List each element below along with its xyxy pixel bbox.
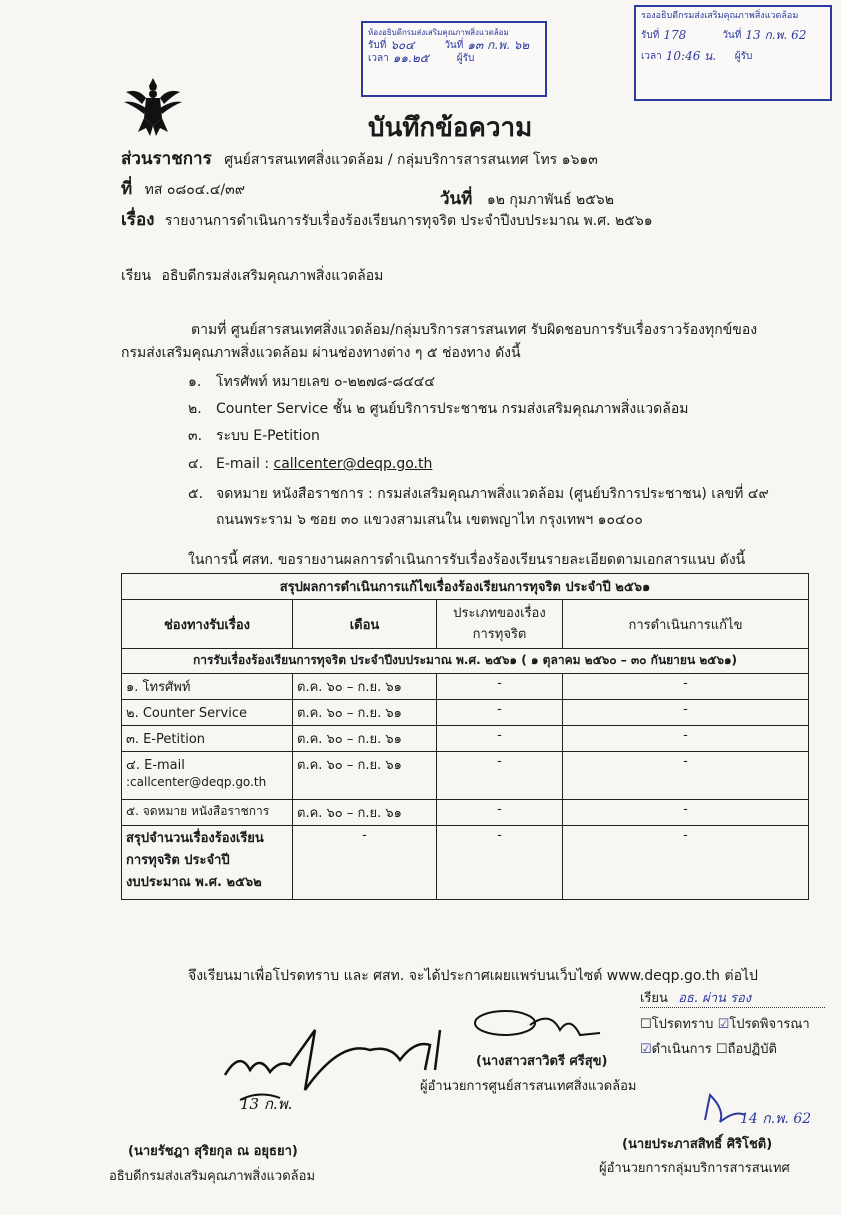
left-signature-note: 13 ก.พ.: [240, 1095, 293, 1113]
closing-text: จึงเรียนมาเพื่อโปรดทราบ และ ศสท. จะได้ประกาศเผยแพร่บนเว็บไซต์ www.deqp.go.th ต่อไป: [188, 968, 758, 984]
channel-num: ๓.: [188, 428, 203, 444]
right-signer-title: ผู้อำนวยการกลุ่มบริการสารสนเทศ: [599, 1161, 790, 1176]
header-month: เดือน: [293, 600, 437, 649]
row-month: ต.ค. ๖๐ – ก.ย. ๖๑: [293, 752, 437, 800]
stamp-no-value: 178: [663, 28, 687, 42]
row-action: -: [563, 700, 809, 726]
stamp-no-label: รับที่: [641, 30, 660, 41]
row-action: -: [563, 752, 809, 800]
row-type: -: [437, 800, 563, 826]
stamp-date-value: 13 ก.พ. 62: [745, 28, 807, 42]
stamp-date-label: วันที่: [722, 30, 742, 41]
row-type: -: [437, 674, 563, 700]
email-link[interactable]: callcenter@deqp.go.th: [273, 456, 433, 472]
row-channel: [122, 752, 293, 800]
to-line: [121, 267, 383, 285]
table-subheader-row: [122, 649, 809, 674]
ref-value: ทส ๐๘๐๔.๔/๓๙: [144, 182, 245, 198]
routing-option-label: ถือปฏิบัติ: [727, 1042, 777, 1057]
table-row: [122, 674, 809, 700]
stamp-time-label: เวลา: [368, 53, 389, 64]
checkbox-checked-icon[interactable]: ☑: [640, 1042, 652, 1057]
stamp-time-label: เวลา: [641, 51, 662, 62]
subject-line: [121, 211, 653, 230]
checkbox-icon[interactable]: ☐: [640, 1017, 652, 1032]
stamp-office: ห้องอธิบดีกรมส่งเสริมคุณภาพสิ่งแวดล้อม: [368, 28, 509, 37]
summary-action: -: [563, 826, 809, 900]
row-type: -: [437, 752, 563, 800]
row-channel: ๕. จดหมาย หนังสือราชการ: [122, 800, 293, 826]
row-action: -: [563, 674, 809, 700]
summary-label: [122, 826, 293, 900]
signature-center-icon: [470, 1005, 610, 1045]
table-title: สรุปผลการดำเนินการแก้ไขเรื่องร้องเรียนการทุจริต ประจำปี ๒๕๖๑: [122, 574, 809, 600]
dept-value: ศูนย์สารสนเทศสิ่งแวดล้อม / กลุ่มบริการสารสนเทศ โทร ๑๖๑๓: [224, 152, 598, 168]
row-action: -: [563, 726, 809, 752]
channel-item-5-line2: ถนนพระราม ๖ ซอย ๓๐ แขวงสามเสนใน เขตพญาไท กรุงเทพฯ ๑๐๔๐๐: [216, 512, 643, 528]
row-channel: ๒. Counter Service: [122, 700, 293, 726]
header-channel: ช่องทางรับเรื่อง: [122, 600, 293, 649]
routing-to-value: อธ. ผ่าน รอง: [678, 991, 752, 1006]
row-month: ต.ค. ๖๐ – ก.ย. ๖๑: [293, 800, 437, 826]
stamp-receiver-label: ผู้รับ: [456, 53, 475, 64]
channel-item-5: [188, 485, 769, 503]
row-channel: ๑. โทรศัพท์: [122, 674, 293, 700]
stamp-time-value: 10:46 น.: [665, 49, 717, 63]
header-action: การดำเนินการแก้ไข: [563, 600, 809, 649]
body-para2: ในการนี้ ศสท. ขอรายงานผลการดำเนินการรับเรื่องร้องเรียนรายละเอียดตามเอกสารแนบ ดังนี้: [188, 552, 746, 568]
results-table: [121, 573, 809, 900]
to-value: อธิบดีกรมส่งเสริมคุณภาพสิ่งแวดล้อม: [161, 268, 384, 284]
table-row: [122, 700, 809, 726]
row-channel-line1: ๔. E-mail: [126, 758, 185, 773]
to-label: เรียน: [121, 268, 152, 284]
body-para1-line2: กรมส่งเสริมคุณภาพสิ่งแวดล้อม ผ่านช่องทางต่าง ๆ ๕ ช่องทาง ดังนี้: [121, 345, 521, 361]
channel-num: ๔.: [188, 456, 204, 472]
checkbox-checked-icon[interactable]: ☑: [717, 1017, 730, 1032]
received-stamp-2: [634, 5, 832, 101]
channel-num: ๑.: [188, 374, 202, 390]
channel-text: โทรศัพท์ หมายเลข ๐-๒๒๗๘-๘๔๔๔: [216, 374, 435, 390]
left-signer-title: อธิบดีกรมส่งเสริมคุณภาพสิ่งแวดล้อม: [109, 1169, 316, 1184]
channel-text: E-mail :: [216, 456, 274, 472]
date-label: วันที่: [440, 189, 473, 209]
stamp-time-value: ๑๑.๒๕: [392, 51, 429, 65]
table-title-row: [122, 574, 809, 600]
summary-line2: การทุจริต ประจำปี: [126, 853, 230, 868]
subject-value: รายงานการดำเนินการรับเรื่องร้องเรียนการทุจริต ประจำปีงบประมาณ พ.ศ. ๒๕๖๑: [164, 213, 653, 229]
table-header-row: [122, 600, 809, 649]
summary-line1: สรุปจำนวนเรื่องร้องเรียน: [126, 831, 264, 846]
channel-item-2: [188, 400, 688, 418]
row-type: -: [437, 700, 563, 726]
channel-text: ระบบ E-Petition: [216, 428, 320, 444]
summary-line3: งบประมาณ พ.ศ. ๒๕๖๒: [126, 875, 262, 890]
left-signer-name: (นายรัชฎา สุริยกุล ณ อยุธยา): [128, 1144, 298, 1159]
channel-text: Counter Service ชั้น ๒ ศูนย์บริการประชาชน กรมส่งเสริมคุณภาพสิ่งแวดล้อม: [216, 401, 689, 417]
dept-label: ส่วนราชการ: [121, 149, 212, 169]
stamp-date-label: วันที่: [444, 40, 464, 51]
header-type: [437, 600, 563, 649]
routing-box: [640, 990, 825, 1058]
channel-num: ๒.: [188, 401, 202, 417]
channel-item-4: [188, 455, 432, 473]
center-signer-title: ผู้อำนวยการศูนย์สารสนเทศสิ่งแวดล้อม: [420, 1079, 637, 1094]
row-channel-line2: :callcenter@deqp.go.th: [126, 775, 267, 789]
channel-item-3: [188, 427, 320, 445]
dept-line: [121, 150, 598, 169]
row-month: ต.ค. ๖๐ – ก.ย. ๖๑: [293, 700, 437, 726]
row-action: -: [563, 800, 809, 826]
subject-label: เรื่อง: [121, 210, 155, 230]
garuda-emblem-icon: [120, 74, 186, 140]
date-value: ๑๒ กุมภาพันธ์ ๒๕๖๒: [486, 192, 614, 208]
body-para1-line1: ตามที่ ศูนย์สารสนเทศสิ่งแวดล้อม/กลุ่มบริการสารสนเทศ รับผิดชอบการรับเรื่องราวร้องทุกข์ของ: [191, 322, 758, 338]
summary-type: -: [437, 826, 563, 900]
table-row: [122, 752, 809, 800]
row-month: ต.ค. ๖๐ – ก.ย. ๖๑: [293, 674, 437, 700]
routing-options-row-2: [640, 1041, 825, 1058]
stamp-office: รองอธิบดีกรมส่งเสริมคุณภาพสิ่งแวดล้อม: [641, 11, 799, 21]
stamp-receiver-label: ผู้รับ: [734, 51, 753, 62]
row-channel: ๓. E-Petition: [122, 726, 293, 752]
table-row: [122, 800, 809, 826]
date-line: [440, 190, 614, 209]
routing-option-label: โปรดพิจารณา: [729, 1017, 810, 1032]
row-month: ต.ค. ๖๐ – ก.ย. ๖๑: [293, 726, 437, 752]
header-type-line2: การทุจริต: [472, 627, 527, 642]
row-type: -: [437, 726, 563, 752]
header-type-line1: ประเภทของเรื่อง: [453, 606, 546, 621]
routing-to: [640, 990, 825, 1008]
right-signature-note: 14 ก.พ. 62: [740, 1111, 812, 1127]
memo-title: บันทึกข้อความ: [368, 113, 533, 143]
table-subheader: การรับเรื่องร้องเรียนการทุจริต ประจำปีงบประมาณ พ.ศ. ๒๕๖๑ ( ๑ ตุลาคม ๒๕๖๐ – ๓๐ กันยายน ๒๕๖๑): [122, 649, 809, 674]
right-signer-name: (นายประภาสสิทธิ์ ศิริโชติ): [622, 1137, 773, 1152]
summary-month: -: [293, 826, 437, 900]
table-row: [122, 726, 809, 752]
center-signer-name: (นางสาวสาวิตรี ศรีสุข): [476, 1054, 608, 1069]
routing-to-label: เรียน: [640, 991, 668, 1006]
ref-line: [121, 180, 245, 199]
routing-options-row-1: [640, 1016, 825, 1033]
table-summary-row: [122, 826, 809, 900]
received-stamp-1: [361, 21, 547, 97]
channel-item-1: [188, 373, 435, 391]
routing-option-label: ดำเนินการ: [651, 1042, 712, 1057]
stamp-no-value: ๖๐๔: [390, 38, 415, 52]
channel-num: ๕.: [188, 486, 204, 502]
stamp-date-value: ๑๓ ก.พ. ๖๒: [467, 38, 530, 52]
ref-label: ที่: [121, 179, 133, 199]
routing-option-label: โปรดทราบ: [651, 1017, 714, 1032]
stamp-no-label: รับที่: [368, 40, 387, 51]
channel-text: จดหมาย หนังสือราชการ : กรมส่งเสริมคุณภาพสิ่งแวดล้อม (ศูนย์บริการประชาชน) เลขที่ ๔๙: [216, 486, 769, 502]
checkbox-icon[interactable]: ☐: [715, 1042, 728, 1057]
